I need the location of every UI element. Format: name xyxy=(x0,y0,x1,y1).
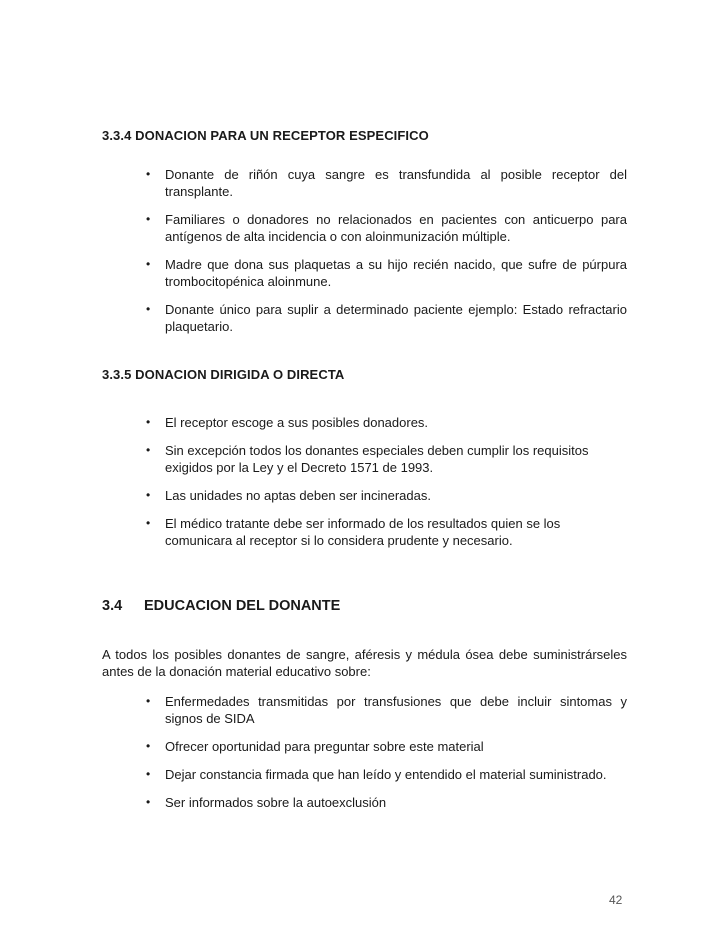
bullet-icon: • xyxy=(146,767,151,781)
list-item: • Sin excepción todos los donantes especiales deben cumplir los requisitos exigidos por la Ley y el Decreto 1571 de 1993. xyxy=(146,443,589,475)
bullet-icon: • xyxy=(146,516,151,530)
bullet-icon: • xyxy=(146,795,151,809)
bullet-icon: • xyxy=(146,167,151,181)
section-34-paragraph: A todos los posibles donantes de sangre, aféresis y médula ósea debe suministrárseles antes de la donación material educativo sobre: xyxy=(102,647,627,679)
list-item: • Familiares o donadores no relacionados en pacientes con anticuerpo para antígenos de alta incidencia o con aloinmunización múltiple. xyxy=(146,212,627,244)
section-335-list xyxy=(102,414,627,560)
bullet-icon: • xyxy=(146,694,151,708)
list-item: • El receptor escoge a sus posibles donadores. xyxy=(146,415,429,430)
bullet-icon: • xyxy=(146,302,151,316)
bullet-icon: • xyxy=(146,488,151,502)
section-34-list xyxy=(102,693,627,822)
list-item: • Madre que dona sus plaquetas a su hijo recién nacido, que sufre de púrpura trombocitopénica aloinmune. xyxy=(146,257,627,289)
bullet-icon: • xyxy=(146,739,151,753)
list-item: • Dejar constancia firmada que han leído y entendido el material suministrado. xyxy=(146,767,607,782)
bullet-icon: • xyxy=(146,415,151,429)
list-item: • Donante único para suplir a determinado paciente ejemplo: Estado refractario plaquetario. xyxy=(146,302,627,334)
list-item: • Ofrecer oportunidad para preguntar sobre este material xyxy=(146,739,484,754)
section-334-heading: 3.3.4 DONACION PARA UN RECEPTOR ESPECIFICO xyxy=(102,128,429,143)
section-34-heading xyxy=(102,598,340,614)
page-number: 42 xyxy=(609,893,623,907)
list-item: • Las unidades no aptas deben ser incineradas. xyxy=(146,488,431,503)
section-number: 3.4 xyxy=(102,598,123,614)
bullet-icon: • xyxy=(146,257,151,271)
bullet-icon: • xyxy=(146,212,151,226)
list-item: • Ser informados sobre la autoexclusión xyxy=(146,795,387,810)
list-item: • Enfermedades transmitidas por transfusiones que debe incluir sintomas y signos de SIDA xyxy=(146,694,627,726)
section-334-list xyxy=(102,166,627,346)
section-title: EDUCACION DEL DONANTE xyxy=(144,598,341,614)
section-335-heading: 3.3.5 DONACION DIRIGIDA O DIRECTA xyxy=(102,367,345,382)
list-item: • El médico tratante debe ser informado de los resultados quien se los comunicara al receptor si lo considera prudente y necesario. xyxy=(146,516,561,548)
bullet-icon: • xyxy=(146,443,151,457)
list-item: • Donante de riñón cuya sangre es transfundida al posible receptor del transplante. xyxy=(146,167,627,199)
